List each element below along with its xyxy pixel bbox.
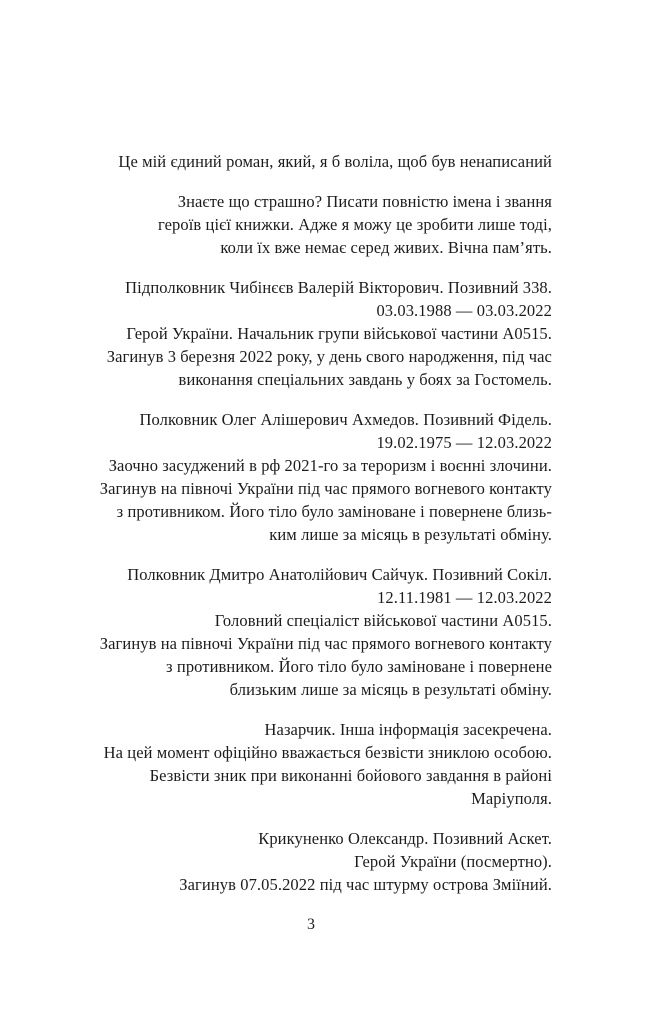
memorial-entry <box>70 563 552 701</box>
text-line: Безвісти зник при виконанні бойового завдання в районі <box>149 766 552 785</box>
text-line: 12.11.1981 — 12.03.2022 <box>377 588 552 607</box>
intro-paragraph <box>70 190 552 259</box>
memorial-entry <box>70 827 552 896</box>
text-line: Полковник Олег Алішерович Ахмедов. Позивний Фідель. <box>139 410 552 429</box>
text-line: коли їх вже немає серед живих. Вічна пам’ять. <box>220 238 552 257</box>
memorial-entry <box>70 408 552 546</box>
text-line: Маріуполя. <box>471 789 552 808</box>
text-line: Герой України (посмертно). <box>354 852 552 871</box>
text-line: Знаєте що страшно? Писати повністю імена і звання <box>177 192 552 211</box>
text-line: ким лише за місяць в результаті обміну. <box>269 525 552 544</box>
text-line: Підполковник Чибінєєв Валерій Вікторович. Позивний 338. <box>125 278 552 297</box>
text-line: Заочно засуджений в рф 2021-го за тероризм і воєнні злочини. <box>108 456 552 475</box>
text-line: Герой України. Начальник групи військової частини А0515. <box>126 324 552 343</box>
text-line: Загинув 3 березня 2022 року, у день свого народження, під час <box>106 347 552 366</box>
text-line: На цей момент офіційно вважається безвісти зниклою особою. <box>103 743 552 762</box>
text-line: Крикуненко Олександр. Позивний Аскет. <box>258 829 552 848</box>
text-line: виконання спеціальних завдань у боях за Гостомель. <box>178 370 552 389</box>
dedication-paragraph <box>70 150 552 173</box>
text-line: Назарчик. Інша інформація засекречена. <box>264 720 552 739</box>
text-line: з противником. Його тіло було заміноване і повернене близь- <box>116 502 552 521</box>
text-line: 03.03.1988 — 03.03.2022 <box>376 301 552 320</box>
text-line: Загинув на півночі України під час прямого вогневого контакту <box>99 479 552 498</box>
text-line: близьким лише за місяць в результаті обміну. <box>229 680 552 699</box>
page-number: 3 <box>307 916 315 933</box>
text-line: Головний спеціаліст військової частини А0515. <box>214 611 552 630</box>
text-line: Загинув 07.05.2022 під час штурму острова Зміїний. <box>179 875 552 894</box>
text-line: Полковник Дмитро Анатолійович Сайчук. Позивний Сокіл. <box>127 565 552 584</box>
text-line: з противником. Його тіло було заміноване і повернене <box>166 657 552 676</box>
memorial-entry <box>70 718 552 810</box>
text-line: Загинув на півночі України під час прямого вогневого контакту <box>99 634 552 653</box>
text-line: героїв цієї книжки. Адже я можу це зробити лише тоді, <box>157 215 552 234</box>
text-line: 19.02.1975 — 12.03.2022 <box>376 433 552 452</box>
text-line: Це мій єдиний роман, який, я б воліла, щоб був ненаписаний <box>118 152 552 171</box>
memorial-entry <box>70 276 552 391</box>
